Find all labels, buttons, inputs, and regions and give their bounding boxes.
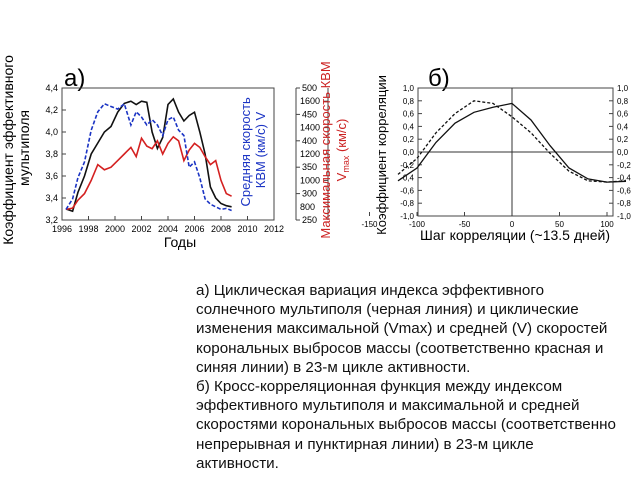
panel-a-vmax-tick-label: 1000: [300, 175, 321, 186]
panel-a-y-tick-label: 4,4: [45, 83, 58, 93]
panel-a-y-tick-label: 4,0: [45, 127, 58, 137]
panel-a-v-tick-label: 250: [302, 215, 318, 225]
panel-a-y-tick-label: 3,6: [45, 171, 58, 181]
panel-a-y-tick-label: 4,2: [45, 105, 58, 115]
figure-caption: [196, 281, 616, 473]
panel-b-y-tick-label: -0,4: [400, 173, 414, 183]
panel-b-label: б): [428, 65, 450, 92]
panel-b-y-tick-label-right: 0,0: [617, 148, 629, 157]
panel-b-y-tick-label: 1,0: [402, 84, 414, 93]
panel-a-series-line-0: [66, 99, 232, 211]
panel-a-x-tick-label: 2000: [104, 224, 126, 234]
panel-a-v-tick-label: 300: [302, 188, 318, 199]
panel-b-y-tick-label: 0,4: [402, 122, 414, 132]
caption-part-a: а) Циклическая вариация индекса эффективного солнечного мультиполя (черная линия) и циклические изменения максимальной (Vmax) и средней (V) скоростей корональных выбросов массы (соответственно красная и синяя линии) в 23-м цикле активности.: [196, 282, 608, 376]
panel-a-x-axis-label: Годы: [163, 234, 197, 250]
panel-b-y-tick-label-right: -0,4: [617, 173, 631, 183]
panel-a-v-tick-label: 500: [302, 83, 318, 93]
panel-b-x-tick-label: -150: [361, 220, 378, 229]
panel-a-right-axis-vmax-label: Максимальная скорость КВМ: [318, 61, 333, 239]
panel-b-y-tick-label-right: 0,4: [617, 122, 629, 132]
panel-b-x-tick-label: -100: [408, 220, 426, 229]
panel-a-x-tick-label: 1996: [51, 224, 73, 234]
panel-a-series-line-1: [66, 137, 232, 210]
panel-a-right-axis-vmax-label-2: $V_{max}$ (км/с): [334, 118, 351, 182]
panel-a-y-tick-label: 3,2: [45, 215, 58, 225]
panel-a-x-tick-label: 2008: [210, 224, 232, 234]
panel-a-label: а): [64, 65, 86, 92]
panel-a-x-tick-label: 1998: [78, 224, 99, 234]
panel-b-y-tick-label-right: -0,8: [617, 199, 631, 209]
panel-b-x-tick-label: 100: [600, 220, 614, 229]
panel-a-y-tick-label: 3,8: [45, 149, 58, 159]
panel-a-x-tick-label: 2002: [131, 224, 152, 234]
panel-a-vmax-tick-label: 1200: [300, 149, 321, 159]
panel-a-left-axis-label: Коэффициент эффективного мультиполя: [0, 55, 32, 245]
panel-b-x-tick-label: 50: [555, 220, 564, 229]
panel-b-y-tick-label: -0,6: [400, 186, 414, 196]
panel-b-y-tick-label-right: 0,2: [617, 135, 629, 145]
panel-b-y-tick-label-right: -1,0: [617, 212, 631, 221]
caption-part-b: б) Кросс-корреляционная функция между индексом эффективного мультиполя и максимальной и средней скоростями корональных выбросов массы (соответственно непрерывная и пунктирная линии) в 23-м цикле активности.: [196, 378, 616, 472]
panel-a-y-tick-label: 3,4: [45, 193, 58, 203]
panel-a-series: [66, 99, 232, 211]
panel-b-y-tick-label: -0,2: [400, 160, 414, 170]
panel-a-v-tick-label: 450: [302, 109, 318, 120]
panel-b-y-tick-label-right: -0,6: [617, 186, 631, 196]
panel-a-vmax-tick-label: 800: [300, 201, 316, 212]
panel-a-vmax-tick-label: 1400: [300, 122, 321, 133]
panel-a-x-ticks: [52, 216, 284, 234]
panel-a: [0, 51, 351, 250]
panel-b-y-tick-label: -1,0: [400, 212, 414, 221]
panel-b-y-axis-label: Коэффициент корреляции: [374, 75, 389, 235]
panel-a-x-tick-label: 2012: [263, 224, 285, 234]
panel-b-x-tick-label: 0: [509, 220, 515, 229]
panel-b-y-tick-label-right: 0,6: [617, 109, 629, 119]
panel-b-x-tick-label: -50: [458, 220, 471, 229]
panel-b: [361, 65, 640, 243]
panel-a-v-tick-label: 400: [302, 135, 318, 146]
panel-b-y-tick-label-right: -0,2: [617, 160, 631, 170]
panel-b-y-tick-label-right: 1,0: [617, 84, 629, 93]
panel-a-left-y-ticks: [45, 83, 66, 225]
panel-b-y-tick-label: -0,8: [400, 199, 414, 209]
panel-b-y-tick-label: 0,0: [402, 148, 414, 157]
panel-b-x-axis-label: Шаг корреляции (~13.5 дней): [419, 227, 611, 243]
panel-a-x-tick-label: 2010: [237, 224, 258, 234]
panel-b-y-tick-label-right: 0,8: [617, 96, 629, 106]
panel-a-x-tick-label: 2004: [157, 224, 179, 234]
panel-a-vmax-tick-label: 1600: [300, 96, 321, 107]
panel-b-y-tick-label: 0,8: [402, 96, 414, 106]
panel-a-x-tick-label: 2006: [184, 224, 205, 234]
panel-b-y-tick-label: 0,2: [402, 135, 414, 145]
panel-a-right-axis-v-label: Средняя скорость КВМ (км/с) V: [238, 97, 268, 207]
panel-b-y-tick-label: 0,6: [402, 109, 414, 119]
panel-a-v-tick-label: 350: [302, 162, 318, 173]
